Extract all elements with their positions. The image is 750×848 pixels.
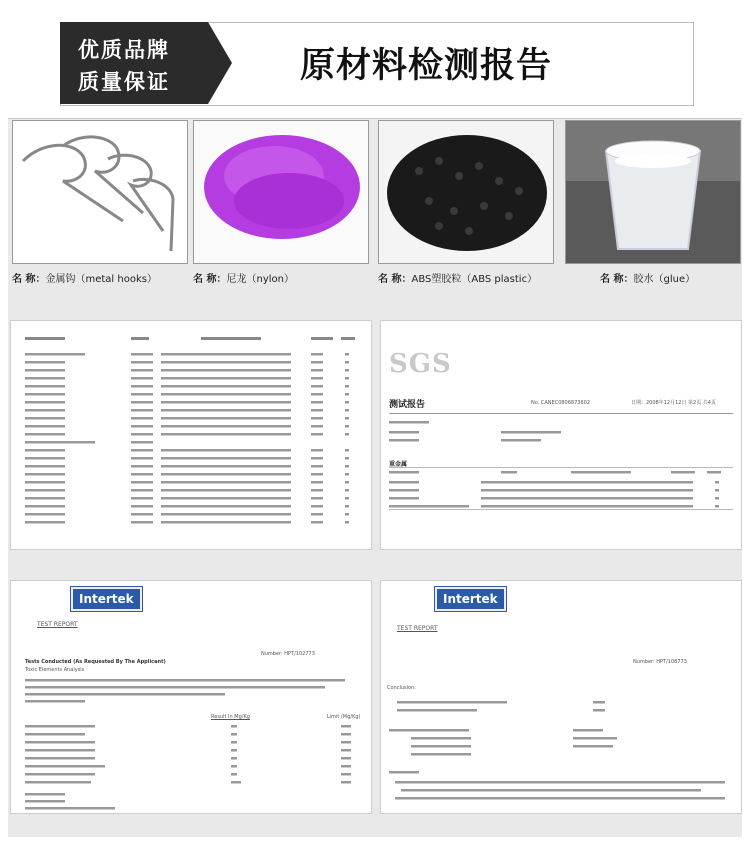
metal-hooks-image: [12, 120, 188, 264]
intertek-logo-left: Intertek: [71, 587, 142, 611]
abs-pellets-image: [378, 120, 554, 264]
glue-cup-image: [565, 120, 741, 264]
sgs-report-heading: 测试报告: [389, 400, 426, 410]
page-title: 原材料检测报告: [300, 46, 553, 86]
caption-metal-hooks: 名 称：金属钩（metal hooks）: [12, 274, 157, 285]
caption-abs: 名 称：ABS塑胶粒（ABS plastic）: [378, 274, 538, 285]
sgs-section-title: 重金属: [389, 461, 408, 468]
badge-line-1: 优质品牌: [78, 38, 170, 62]
nylon-powder-image: [193, 120, 369, 264]
sgs-report-date: 日期：2008年12月12日 第2页 共4页: [631, 400, 716, 406]
sgs-logo: SGS: [389, 349, 452, 379]
intertek-right-heading: TEST REPORT: [397, 625, 438, 632]
sgs-report-document: [380, 320, 742, 550]
test-report-table-document: [10, 320, 372, 550]
intertek-report-left: [10, 580, 372, 814]
badge-line-2: 质量保证: [78, 70, 170, 94]
quality-badge: [60, 22, 232, 104]
intertek-right-number: Number: HPT/108773: [633, 659, 687, 665]
sgs-report-number: No. CANEC0806873602: [531, 400, 591, 406]
intertek-logo-right: Intertek: [435, 587, 506, 611]
caption-nylon: 名 称：尼龙（nylon）: [193, 274, 294, 285]
intertek-left-tests-heading: Tests Conducted (As Requested By The Applicant): [25, 659, 166, 665]
intertek-report-right: [380, 580, 742, 814]
intertek-left-number: Number: HPT/102773: [261, 651, 315, 657]
intertek-right-conclusion: Conclusion:: [387, 685, 416, 691]
intertek-left-heading: TEST REPORT: [37, 621, 78, 628]
caption-glue: 名 称：胶水（glue）: [600, 274, 696, 285]
intertek-left-limit-col: Limit (Mg/Kg): [327, 714, 361, 720]
intertek-left-result-col: Result In Mg/Kg: [211, 714, 250, 720]
intertek-left-test-item: Toxic Elements Analysis: [25, 667, 85, 673]
